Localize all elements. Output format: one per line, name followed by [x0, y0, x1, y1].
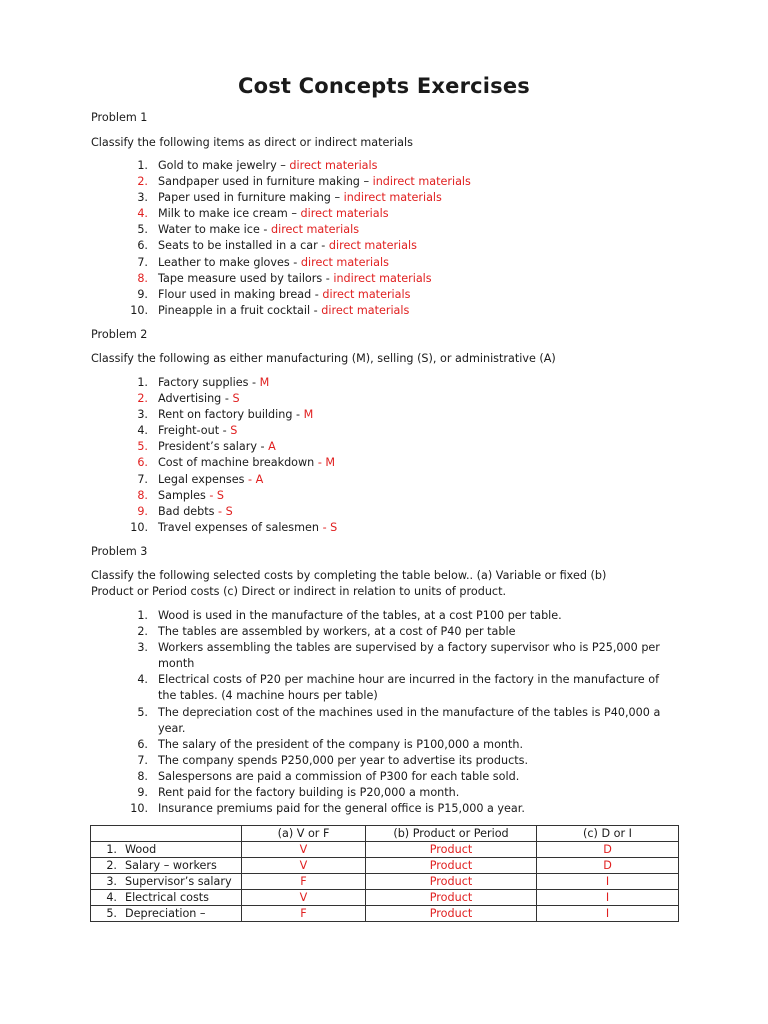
list-item-number: 5. [137, 223, 148, 237]
list-item [122, 375, 337, 391]
table-row-label: Wood [125, 843, 157, 856]
list-item [122, 672, 680, 704]
list-item [122, 439, 337, 455]
list-item-text: The depreciation cost of the machines used in the manufacture of the tables is P40,000 a year. [158, 705, 661, 735]
list-item-answer: direct materials [322, 287, 411, 301]
list-item-number: 5. [137, 705, 148, 719]
list-item-answer: direct materials [270, 223, 360, 237]
list-item-answer: M [259, 376, 270, 389]
table-cell-item [91, 890, 242, 906]
list-item-text: The tables are assembled by workers, at a cost of P40 per table [158, 625, 516, 639]
list-item-number: 9. [137, 504, 148, 518]
table-row-number: 5. [106, 907, 117, 920]
list-item-number: 8. [137, 769, 148, 783]
table-cell-a: V [242, 890, 366, 906]
list-item [122, 190, 471, 206]
list-item-answer: A [268, 440, 276, 454]
table-row-label: Depreciation – [125, 907, 206, 920]
list-item-number: 8. [137, 488, 148, 502]
list-item [122, 455, 337, 471]
table-header-item [91, 826, 242, 842]
list-item-answer: direct materials [300, 255, 389, 269]
list-item-number: 9. [137, 786, 148, 800]
list-item-answer: - M [317, 456, 336, 470]
list-item-answer: indirect materials [333, 271, 432, 285]
table-header-v-or-f: (a) V or F [242, 826, 366, 842]
list-item-number: 6. [137, 737, 148, 751]
list-item-text: Factory supplies - [158, 376, 260, 389]
table-row-number: 3. [106, 875, 117, 888]
list-item [122, 640, 680, 672]
page-title: Cost Concepts Exercises [237, 74, 531, 98]
list-item [122, 624, 680, 640]
table-row-number: 2. [106, 859, 117, 872]
list-item-number: 6. [137, 239, 148, 253]
list-item-answer: M [303, 408, 314, 422]
list-item-number: 7. [137, 255, 148, 269]
table-cell-b: Product [366, 874, 537, 890]
table-cell-item [91, 842, 242, 858]
list-item-text: The salary of the president of the company is P100,000 a month. [158, 737, 524, 751]
table-header-product-or-period: (b) Product or Period [366, 826, 537, 842]
list-item [122, 303, 471, 319]
table-cell-c: I [537, 874, 679, 890]
table-cell-a: F [242, 874, 366, 890]
list-item-number: 1. [137, 159, 148, 172]
list-item-text: President’s salary - [158, 440, 269, 454]
list-item-number: 6. [137, 456, 148, 470]
list-item-answer: direct materials [328, 239, 417, 253]
list-item [122, 206, 471, 222]
list-item-number: 3. [137, 641, 148, 655]
table-cell-a: V [242, 842, 366, 858]
list-item-number: 4. [137, 207, 148, 221]
table-row [91, 906, 679, 922]
list-item-number: 10. [130, 802, 148, 816]
list-item [122, 608, 680, 624]
classification-table [90, 825, 679, 922]
list-item-text: Bad debts [158, 504, 219, 518]
list-item-answer: S [232, 392, 240, 406]
list-item-text: Salespersons are paid a commission of P300 for each table sold. [158, 769, 520, 783]
table-row [91, 842, 679, 858]
list-item [122, 238, 471, 254]
list-item-answer: - S [209, 488, 225, 502]
list-item-number: 3. [137, 191, 148, 205]
list-item-text: Advertising - [158, 392, 233, 406]
list-item [122, 801, 680, 817]
list-item-text: Freight-out - [158, 424, 231, 438]
problem1-list [122, 158, 471, 319]
list-item-text: Rent paid for the factory building is P20,000 a month. [158, 786, 460, 800]
list-item-text: Gold to make jewelry – [158, 159, 290, 172]
list-item [122, 520, 337, 536]
list-item-text: Travel expenses of salesmen [158, 520, 323, 534]
list-item-number: 5. [137, 440, 148, 454]
table-cell-b: Product [366, 842, 537, 858]
table-row-number: 4. [106, 891, 117, 904]
table-row [91, 858, 679, 874]
list-item-number: 3. [137, 408, 148, 422]
list-item [122, 391, 337, 407]
list-item-text: The company spends P250,000 per year to advertise its products. [158, 753, 528, 767]
list-item [122, 488, 337, 504]
list-item-number: 4. [137, 673, 148, 687]
table-row-number: 1. [106, 843, 117, 856]
list-item [122, 472, 337, 488]
list-item [122, 287, 471, 303]
problem2-list [122, 375, 337, 536]
list-item-number: 1. [137, 609, 148, 622]
list-item-text: Milk to make ice cream – [158, 207, 301, 221]
table-cell-item [91, 858, 242, 874]
list-item-text: Flour used in making bread - [158, 287, 323, 301]
list-item-text: Wood is used in the manufacture of the tables, at a cost P100 per table. [158, 609, 562, 622]
list-item-number: 9. [137, 287, 148, 301]
list-item-text: Rent on factory building - [158, 408, 304, 422]
list-item-answer: - S [322, 520, 338, 534]
list-item [122, 158, 471, 174]
table-header-row [91, 826, 679, 842]
list-item-text: Samples [158, 488, 210, 502]
list-item-number: 2. [137, 625, 148, 639]
list-item-answer: direct materials [321, 303, 410, 317]
list-item-answer: indirect materials [372, 175, 471, 189]
list-item [122, 705, 680, 737]
list-item-number: 7. [137, 753, 148, 767]
problem3-instruction-line1: Classify the following selected costs by completing the table below.. (a) Variable or fixed (b) [91, 569, 607, 582]
list-item-number: 2. [137, 175, 148, 189]
table-cell-b: Product [366, 906, 537, 922]
problem2-heading: Problem 2 [91, 328, 148, 341]
list-item-answer: - S [218, 504, 233, 518]
problem3-instruction-line2: Product or Period costs (c) Direct or indirect in relation to units of product. [91, 585, 507, 598]
problem2-instruction: Classify the following as either manufacturing (M), selling (S), or administrative (A) [91, 352, 556, 365]
list-item [122, 255, 471, 271]
problem1-heading: Problem 1 [91, 111, 148, 124]
list-item-number: 10. [130, 520, 148, 534]
list-item-text: Tape measure used by tailors - [158, 271, 334, 285]
table-row [91, 874, 679, 890]
list-item [122, 407, 337, 423]
list-item [122, 504, 337, 520]
list-item [122, 737, 680, 753]
list-item-text: Legal expenses [158, 472, 249, 486]
table-cell-item [91, 874, 242, 890]
list-item-answer: - A [248, 472, 264, 486]
list-item-text: Workers assembling the tables are supervised by a factory supervisor who is P25,000 per month [158, 641, 660, 671]
list-item-number: 8. [137, 271, 148, 285]
list-item-answer: direct materials [300, 207, 389, 221]
list-item [122, 271, 471, 287]
table-cell-a: F [242, 906, 366, 922]
problem3-heading: Problem 3 [91, 545, 148, 558]
list-item-text: Paper used in furniture making – [158, 191, 344, 205]
list-item [122, 174, 471, 190]
list-item-number: 2. [137, 392, 148, 406]
list-item-answer: S [230, 424, 238, 438]
list-item-text: Seats to be installed in a car - [158, 239, 329, 253]
table-row-label: Electrical costs [125, 891, 210, 904]
list-item-text: Electrical costs of P20 per machine hour are incurred in the factory in the manufacture of the tables. (4 machine hours per table) [158, 673, 660, 703]
table-row-label: Salary – workers [125, 859, 217, 872]
table-header-d-or-i: (c) D or I [537, 826, 679, 842]
list-item-text: Water to make ice - [158, 223, 271, 237]
table-cell-b: Product [366, 890, 537, 906]
list-item [122, 785, 680, 801]
table-cell-c: D [537, 842, 679, 858]
table-cell-item [91, 906, 242, 922]
list-item-text: Sandpaper used in furniture making – [158, 175, 373, 189]
list-item-answer: direct materials [289, 159, 378, 172]
list-item-number: 4. [137, 424, 148, 438]
list-item-text: Pineapple in a fruit cocktail - [158, 303, 322, 317]
table-cell-c: I [537, 906, 679, 922]
list-item [122, 423, 337, 439]
table-cell-c: D [537, 858, 679, 874]
table-cell-a: V [242, 858, 366, 874]
list-item [122, 753, 680, 769]
list-item-number: 1. [137, 376, 148, 389]
table-row [91, 890, 679, 906]
problem1-instruction: Classify the following items as direct or indirect materials [91, 136, 413, 149]
list-item-text: Insurance premiums paid for the general office is P15,000 a year. [158, 802, 525, 816]
table-cell-c: I [537, 890, 679, 906]
list-item-number: 7. [137, 472, 148, 486]
table-cell-b: Product [366, 858, 537, 874]
list-item-number: 10. [130, 303, 148, 317]
table-row-label: Supervisor’s salary [125, 875, 232, 888]
list-item-answer: indirect materials [343, 191, 442, 205]
list-item [122, 222, 471, 238]
list-item-text: Leather to make gloves - [158, 255, 301, 269]
problem3-list [122, 608, 680, 817]
list-item [122, 769, 680, 785]
list-item-text: Cost of machine breakdown [158, 456, 318, 470]
